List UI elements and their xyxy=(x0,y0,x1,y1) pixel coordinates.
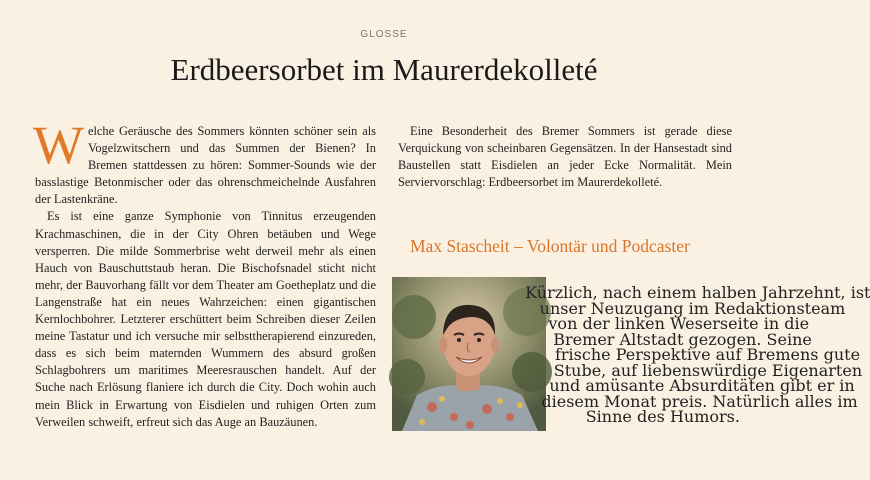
author-bio-line: und amüsante Absurditäten gibt er in xyxy=(549,376,855,395)
author-bio-line: unser Neuzugang im Redaktionsteam xyxy=(539,298,846,318)
article-column-left xyxy=(33,115,376,431)
author-bio-line: frische Perspektive auf Bremens gute xyxy=(554,345,861,364)
article-column-right xyxy=(398,123,732,191)
author-bio-line: Kürzlich, nach einem halben Jahrzehnt, ist xyxy=(525,283,870,302)
paragraph-3: Eine Besonderheit des Bremer Sommers ist gerade diese Verquickung von scheinbaren Gegensätzen. In der Hansestadt sind Baustellen statt Eisdielen an jeder Ecke Normalität. Mein Serviervorschlag: Erdbeersorbet im Maurerdekolleté. xyxy=(398,124,732,190)
author-portrait xyxy=(392,277,546,431)
author-bio-line: Stube, auf liebenswürdige Eigenarten xyxy=(553,360,863,380)
paragraph-1 xyxy=(33,115,376,208)
section-kicker: GLOSSE xyxy=(360,29,408,40)
author-bio-line: von der linken Weserseite in die xyxy=(548,314,810,333)
author-bio-line: Sinne des Humors. xyxy=(585,407,740,426)
author-bio-line: Bremer Altstadt gezogen. Seine xyxy=(553,329,812,349)
drop-cap: W xyxy=(33,115,84,175)
article-title: Erdbeersorbet im Maurerdekolleté xyxy=(170,52,598,87)
paragraph-1-text: elche Geräusche des Sommers könnten schöner sein als Vogelzwitschern und das Summen der Bienen? In Bremen stattdessen zu hören: Sommer-Sounds wie der basslastige Betonmischer oder das ohrenschmeichelnde Ausfahren der Lastenkräne. xyxy=(35,124,376,207)
paragraph-2: Es ist eine ganze Symphonie von Tinnitus erzeugenden Krachmaschinen, die in der City Ohren betäuben und Wege versperren. Die milde Sommerbrise weht derweil mehr als einen Hauch von Bauschuttstaub heran. Die Bischofsnadel sticht nicht mehr, der Bauvorhang fällt vor dem Theater am Goetheplatz und die Langenstraße hat ein neues Wahrzeichen: einen gigantischen Kernlochbohrer. Letzterer erschüttert beim Schreiben dieser Zeilen meine Tastatur und ich versuche mir selbsttherapierend einzureden, dass es sich beim maternden Wummern des absurd großen Schlagbohrers um maritimes Meeresrauschen handelt. Auf der Suche nach Erlösung flaniere ich durch die City. Doch wohin auch mein Blick in Erwartung von Eisdielen und ruhigen Orten zum Verweilen schweift, erfreut sich das Auge an Bauzäunen. xyxy=(35,209,376,429)
author-name: Max Stascheit – Volontär und Podcaster xyxy=(410,236,690,256)
author-bio-line: diesem Monat preis. Natürlich alles im xyxy=(541,391,858,411)
